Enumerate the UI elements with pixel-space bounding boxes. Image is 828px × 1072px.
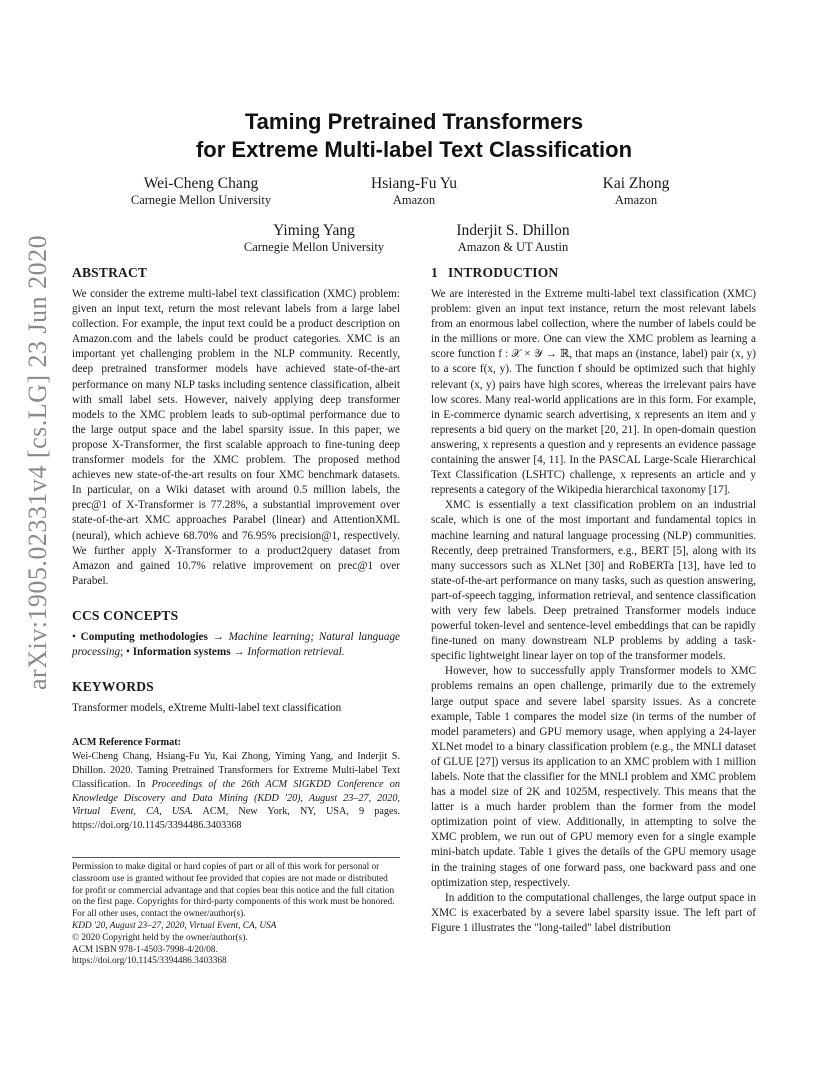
keywords-text: Transformer models, eXtreme Multi-label text classification <box>72 702 342 715</box>
paper-title <box>0 108 828 164</box>
author-block <box>566 175 706 208</box>
author-affiliation: Amazon <box>614 193 658 207</box>
footnote-rule <box>72 857 400 858</box>
author-affiliation: Amazon & UT Austin <box>457 240 569 254</box>
doi-link[interactable]: https://doi.org/10.1145/3394486.3403368 <box>72 956 227 967</box>
intro-paragraph: We are interested in the Extreme multi-label text classification (XMC) problem: given an input text instance, return the most relevant labels from an enormous label collection, where the number of labels could be in the millions or more. One can view the XMC problem as learning a score function f : 𝒳 × 𝒴 → ℝ, that maps an (instance, label) pair (x, y) to a score f(x, y). The function f should be optimized such that highly relevant (x, y) pairs have high scores, whereas the irrelevant pairs have low scores. Many real-world applications are in this form. For example, in E-commerce dynamic search advertising, x represents an item and y represents a bid query on the market [20, 21]. In open-domain question answering, x represents a question and y represents an evidence passage containing the answer [4, 11]. In the PASCAL Large-Scale Hierarchical Text Classification (LSHTC) challenge, x represents an article and y represents a category of the Wikipedia hierarchical taxonomy [17]. <box>431 288 756 497</box>
ccs-subterm: Information retrieval. <box>247 645 345 658</box>
author-block <box>334 175 494 208</box>
copyright-notice: © 2020 Copyright held by the owner/author(s). <box>72 932 248 943</box>
keywords-heading: KEYWORDS <box>72 679 154 695</box>
conference-info: KDD '20, August 23–27, 2020, Virtual Event, CA, USA <box>72 920 277 931</box>
acm-reference-venue: Proceedings of the 26th ACM SIGKDD Conference on Knowledge Discovery and Data Mining (KDD '20), August 23–27, 2020, Virtual Event, CA, USA. <box>72 778 400 818</box>
acm-reference-text: Wei-Cheng Chang, Hsiang-Fu Yu, Kai Zhong, Yiming Yang, and Inderjit S. Dhillon. 2020. Taming Pretrained Transformers for Extreme Multi-label Text Classification. In Proceedings of the 26th ACM SIGKDD Conference on Knowledge Discovery and Data Mining (KDD '20), August 23–27, 2020, Virtual Event, CA, USA. ACM, New York, NY, USA, 9 pages. https://doi.org/10.1145/3394486.3403368 <box>72 751 400 832</box>
author-affiliation: Carnegie Mellon University <box>130 193 272 207</box>
title-line-2: for Extreme Multi-label Text Classification <box>195 137 633 162</box>
author-name: Yiming Yang <box>273 222 355 239</box>
abstract-text: We consider the extreme multi-label text classification (XMC) problem: given an input text, return the most relevant labels from a large label collection. For example, the input text could be a product description on Amazon.com and the labels could be product categories. XMC is an important yet challenging problem in the NLP community. Recently, deep pretrained transformer models have achieved state-of-the-art performance on many NLP tasks including sentence classification, albeit with small label sets. However, naively applying deep transformer models to the XMC problem leads to sub-optimal performance due to the large output space and the label sparsity issue. In this paper, we propose X-Transformer, the first scalable approach to fine-tuning deep transformer models for the XMC problem. The proposed method achieves new state-of-the-art results on four XMC benchmark datasets. In particular, on a Wiki dataset with around 0.5 million labels, the prec@1 of X-Transformer is 77.28%, a substantial improvement over state-of-the-art XMC approaches Parabel (linear) and AttentionXML (neural), which achieve 68.70% and 76.95% precision@1, respectively. We further apply X-Transformer to a product2query dataset from Amazon and gained 10.7% relative improvement on prec@1 over Parabel. <box>72 288 400 587</box>
copyright-block <box>72 857 400 968</box>
ccs-section <box>72 607 400 660</box>
intro-heading: 1 INTRODUCTION <box>431 265 559 280</box>
isbn: ACM ISBN 978-1-4503-7998-4/20/08. <box>72 944 218 955</box>
acm-reference-heading: ACM Reference Format: <box>72 737 181 749</box>
author-block <box>111 175 291 208</box>
permission-notice: Permission to make digital or hard copies of part or all of this work for personal or classroom use is granted without fee provided that copies are not made or distributed for profit or commercial advantage and that copies bear this notice and the full citation on the first page. Copyrights for third-party components of this work must be honored. For all other uses, contact the owner/author(s). <box>72 862 395 920</box>
ccs-text: • Computing methodologies → Machine learning; Natural language processing; • Information systems → Information retrieval. <box>72 630 401 658</box>
keywords-section <box>72 678 400 716</box>
author-block <box>214 222 414 255</box>
ccs-term: Information systems <box>132 645 231 658</box>
author-affiliation: Amazon <box>392 193 436 207</box>
author-affiliation: Carnegie Mellon University <box>243 240 385 254</box>
intro-paragraph: However, how to successfully apply Transformer models to XMC problems remains an open challenge, primarily due to the extremely large output space and severe label sparsity issues. As a concrete example, Table 1 compares the model size (in terms of the number of model parameters) and GPU memory usage, when applying a 24-layer XLNet model to a binary classification problem (e.g., the MNLI dataset of GLUE [27]) versus its application to an XMC problem with 1 million labels. Note that the classifier for the MNLI problem and XMC problem has a model size of 2K and 1025M, respectively. This means that the latter is a much harder problem than the former from the model optimization point of view. Additionally, in attempting to solve the XMC problem, we run out of GPU memory even for a single example mini-batch update. Table 1 gives the details of the GPU memory usage in the training stages of one forward pass, one backward pass and one optimization step, respectively. <box>431 665 756 889</box>
author-name: Inderjit S. Dhillon <box>456 222 570 239</box>
ccs-heading: CCS CONCEPTS <box>72 607 179 623</box>
author-block <box>438 222 588 255</box>
arxiv-identifier: arXiv:1905.02331v4 [cs.LG] 23 Jun 2020 <box>23 234 52 690</box>
author-name: Hsiang-Fu Yu <box>371 175 457 192</box>
right-column <box>431 264 756 936</box>
ccs-arrow: → <box>212 630 224 643</box>
left-column <box>72 264 400 833</box>
intro-paragraph: XMC is essentially a text classification problem on an industrial scale, which is one of the most important and fundamental topics in machine learning and natural language processing (NLP) communities. Recently, deep pretrained Transformers, e.g., BERT [5], along with its many successors such as XLNet [30] and RoBERTa [13], have led to state-of-the-art performance on many tasks, such as question answering, part-of-speech tagging, information retrieval, and sentence classification with very few labels. Deep pretrained Transformer models induce powerful token-level and sentence-level embeddings that can be rapidly fine-tuned on many downstream NLP problems by adding a task-specific lightweight linear layer on top of the transformer models. <box>431 499 756 663</box>
ccs-term: Computing methodologies <box>80 630 208 643</box>
ccs-subterm: Machine learning; Natural language processing <box>72 630 401 658</box>
ccs-arrow: → <box>233 645 245 658</box>
abstract-heading: ABSTRACT <box>72 265 148 280</box>
author-name: Kai Zhong <box>602 175 670 192</box>
title-line-1: Taming Pretrained Transformers <box>244 109 584 134</box>
author-name: Wei-Cheng Chang <box>143 175 259 192</box>
intro-paragraph: In addition to the computational challenges, the large output space in XMC is exacerbated by a severe label sparsity issue. The left part of Figure 1 illustrates the "long-tailed" label distribution <box>431 891 756 934</box>
